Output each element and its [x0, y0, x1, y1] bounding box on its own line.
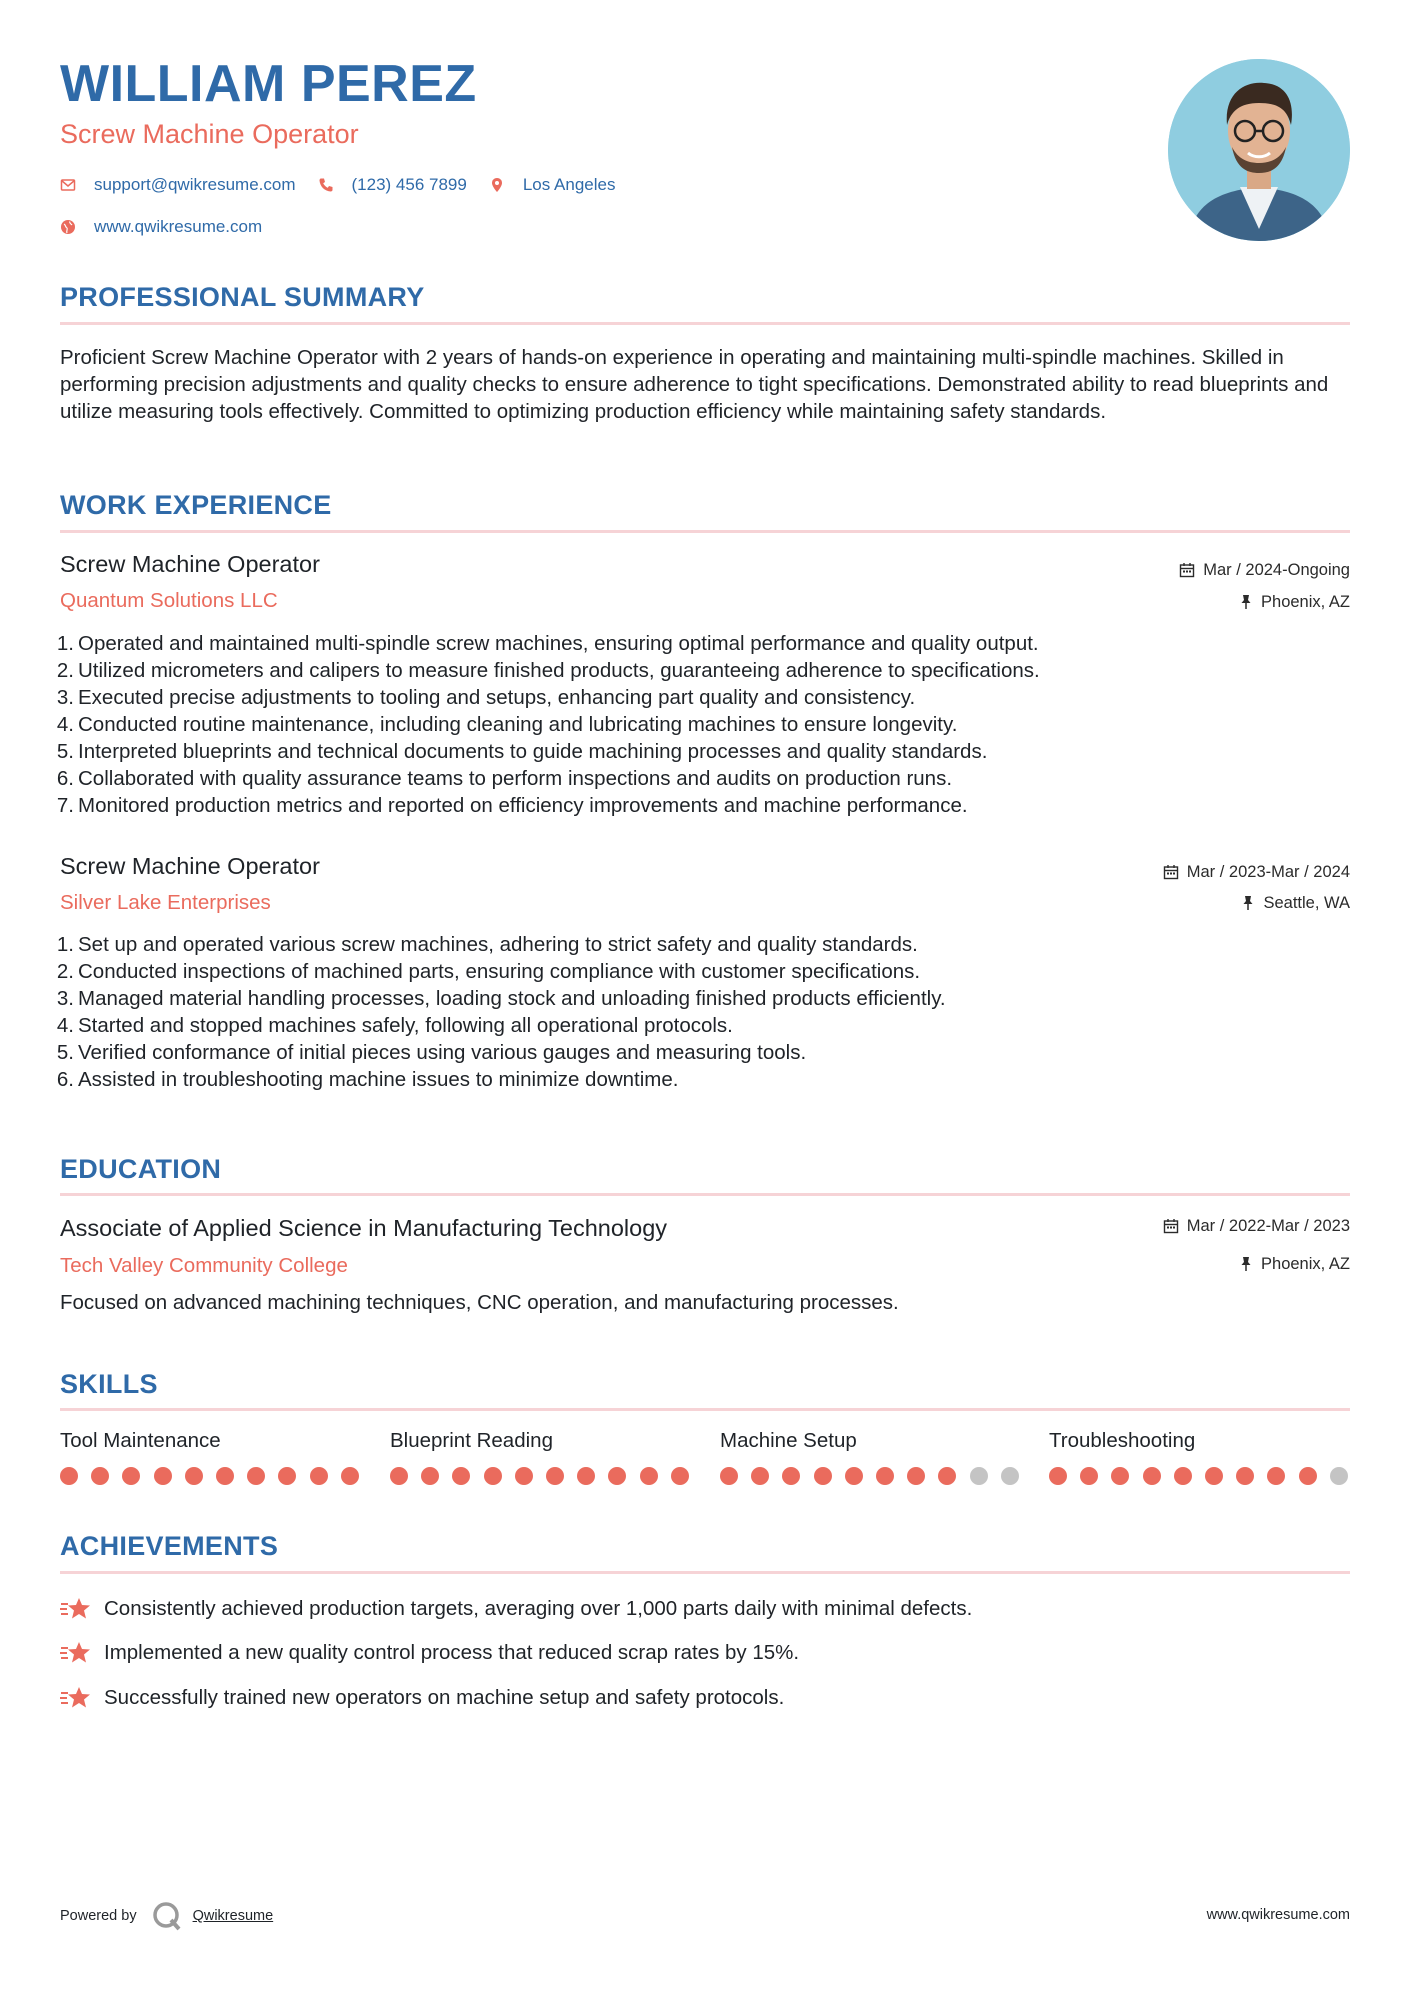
- rating-dot-filled: [782, 1467, 800, 1485]
- skills-title: SKILLS: [60, 1369, 158, 1399]
- avatar-illustration: [1168, 59, 1350, 241]
- job-location: [1241, 895, 1350, 912]
- rating-dot-filled: [546, 1467, 564, 1485]
- job-title: Screw Machine Operator: [60, 551, 320, 577]
- brand-link[interactable]: Qwikresume: [192, 1908, 274, 1924]
- pushpin-icon: [1241, 895, 1255, 911]
- list-item: 1. Operated and maintained multi-spindle screw machines, ensuring optimal performance and quality output.: [56, 632, 1039, 655]
- rating-dot-filled: [577, 1467, 595, 1485]
- skill-item: [390, 1431, 690, 1452]
- section-divider: [60, 322, 1350, 325]
- footer-url[interactable]: www.qwikresume.com: [1206, 1907, 1350, 1923]
- job-dates-text: Mar / 2024-Ongoing: [1203, 561, 1350, 579]
- calendar-icon: [1163, 864, 1179, 880]
- star-award-icon: [60, 1640, 92, 1666]
- skill-name: Troubleshooting: [1049, 1429, 1196, 1452]
- email-text: support@qwikresume.com: [94, 175, 296, 194]
- pushpin-icon: [1239, 1256, 1253, 1272]
- rating-dot-filled: [1267, 1467, 1285, 1485]
- rating-dot-filled: [1205, 1467, 1223, 1485]
- summary-title: PROFESSIONAL SUMMARY: [60, 282, 425, 312]
- rating-dot-filled: [515, 1467, 533, 1485]
- education-dates: [1163, 1218, 1350, 1235]
- rating-dot-filled: [845, 1467, 863, 1485]
- rating-dot-filled: [154, 1467, 172, 1485]
- rating-dot-filled: [247, 1467, 265, 1485]
- education-description: Focused on advanced machining techniques, CNC operation, and manufacturing processes.: [60, 1291, 899, 1314]
- section-divider: [60, 1408, 1350, 1411]
- list-item: 5. Verified conformance of initial pieces using various gauges and measuring tools.: [56, 1041, 807, 1064]
- rating-dot-filled: [278, 1467, 296, 1485]
- education-title: EDUCATION: [60, 1154, 222, 1184]
- rating-dot-empty: [1001, 1467, 1019, 1485]
- rating-dot-filled: [452, 1467, 470, 1485]
- list-item: 4. Conducted routine maintenance, including cleaning and lubricating machines to ensure longevity.: [56, 713, 958, 736]
- achievement-text: Successfully trained new operators on machine setup and safety protocols.: [104, 1685, 785, 1709]
- rating-dot-filled: [341, 1467, 359, 1485]
- job-dates-text: Mar / 2023-Mar / 2024: [1186, 863, 1350, 881]
- skill-item: [60, 1431, 360, 1452]
- achievement-text: Consistently achieved production targets, averaging over 1,000 parts daily with minimal defects.: [104, 1596, 973, 1620]
- contact-email[interactable]: [60, 175, 296, 195]
- calendar-icon: [1163, 1218, 1179, 1234]
- calendar-icon: [1179, 562, 1195, 578]
- skill-name: Tool Maintenance: [60, 1429, 221, 1452]
- job-company: Silver Lake Enterprises: [60, 891, 271, 914]
- list-item: 2. Conducted inspections of machined parts, ensuring compliance with customer specifications.: [56, 960, 921, 983]
- rating-dot-filled: [640, 1467, 658, 1485]
- map-pin-icon: [489, 177, 505, 193]
- skill-rating: [390, 1467, 702, 1485]
- rating-dot-filled: [814, 1467, 832, 1485]
- rating-dot-filled: [876, 1467, 894, 1485]
- job-location-text: Seattle, WA: [1263, 894, 1350, 912]
- job-dates: [1179, 562, 1350, 579]
- skill-item: [1049, 1431, 1349, 1452]
- rating-dot-filled: [907, 1467, 925, 1485]
- candidate-name: WILLIAM PEREZ: [60, 55, 477, 113]
- education-location: [1239, 1256, 1350, 1273]
- achievements-title: ACHIEVEMENTS: [60, 1531, 279, 1561]
- rating-dot-filled: [185, 1467, 203, 1485]
- school-name: Tech Valley Community College: [60, 1254, 348, 1277]
- qwikresume-logo-icon: [151, 1900, 183, 1932]
- star-award-icon: [60, 1596, 92, 1622]
- pushpin-icon: [1239, 594, 1253, 610]
- rating-dot-filled: [1143, 1467, 1161, 1485]
- powered-by-label: Powered by: [60, 1908, 137, 1924]
- list-item: 6. Assisted in troubleshooting machine issues to minimize downtime.: [56, 1068, 679, 1091]
- rating-dot-filled: [608, 1467, 626, 1485]
- job-title: Screw Machine Operator: [60, 853, 320, 879]
- list-item: 3. Managed material handling processes, loading stock and unloading finished products efficiently.: [56, 987, 946, 1010]
- skill-name: Blueprint Reading: [390, 1429, 553, 1452]
- list-item: 6. Collaborated with quality assurance teams to perform inspections and audits on production runs.: [56, 767, 953, 790]
- rating-dot-filled: [751, 1467, 769, 1485]
- list-item: 4. Started and stopped machines safely, following all operational protocols.: [56, 1014, 733, 1037]
- job-bullet-list: [50, 630, 1350, 819]
- envelope-icon: [60, 177, 76, 193]
- section-divider: [60, 1193, 1350, 1196]
- globe-icon: [60, 219, 76, 235]
- contact-location: [489, 175, 616, 195]
- education-location-text: Phoenix, AZ: [1261, 1255, 1350, 1273]
- degree-title: Associate of Applied Science in Manufacturing Technology: [60, 1215, 668, 1241]
- list-item: 7. Monitored production metrics and reported on efficiency improvements and machine performance.: [56, 794, 968, 817]
- rating-dot-filled: [310, 1467, 328, 1485]
- location-text: Los Angeles: [522, 175, 616, 194]
- contact-website[interactable]: [60, 217, 262, 237]
- skill-name: Machine Setup: [720, 1429, 857, 1452]
- skill-item: [720, 1431, 1020, 1452]
- rating-dot-filled: [671, 1467, 689, 1485]
- section-divider: [60, 1571, 1350, 1574]
- rating-dot-filled: [390, 1467, 408, 1485]
- summary-text: Proficient Screw Machine Operator with 2 years of hands-on experience in operating and maintaining multi-spindle machines. Skilled in performing precision adjustments and quality checks to ensure adherence to tight specifications. Demonstrated ability to read blueprints and utilize measuring tools effectively. Committed to optimizing production efficiency while maintaining safety standards.: [60, 346, 1329, 423]
- rating-dot-filled: [1049, 1467, 1067, 1485]
- skill-rating: [720, 1467, 1032, 1485]
- job-dates: [1163, 864, 1350, 881]
- contact-row: [60, 175, 637, 195]
- candidate-role: Screw Machine Operator: [60, 119, 359, 149]
- skill-rating: [60, 1467, 372, 1485]
- achievement-item: [60, 1596, 972, 1622]
- rating-dot-filled: [122, 1467, 140, 1485]
- rating-dot-filled: [60, 1467, 78, 1485]
- rating-dot-filled: [91, 1467, 109, 1485]
- rating-dot-filled: [720, 1467, 738, 1485]
- experience-title: WORK EXPERIENCE: [60, 490, 332, 520]
- rating-dot-filled: [421, 1467, 439, 1485]
- phone-icon: [318, 177, 334, 193]
- rating-dot-filled: [938, 1467, 956, 1485]
- list-item: 3. Executed precise adjustments to tooling and setups, enhancing part quality and consistency.: [56, 686, 916, 709]
- rating-dot-empty: [970, 1467, 988, 1485]
- list-item: 2. Utilized micrometers and calipers to measure finished products, guaranteeing adherence to specifications.: [56, 659, 1040, 682]
- website-text: www.qwikresume.com: [94, 217, 263, 236]
- footer-powered-by: [60, 1900, 273, 1932]
- list-item: 1. Set up and operated various screw machines, adhering to strict safety and quality standards.: [56, 933, 918, 956]
- rating-dot-filled: [1299, 1467, 1317, 1485]
- list-item: 5. Interpreted blueprints and technical documents to guide machining processes and quality standards.: [56, 740, 988, 763]
- rating-dot-filled: [1236, 1467, 1254, 1485]
- star-award-icon: [60, 1685, 92, 1711]
- rating-dot-filled: [216, 1467, 234, 1485]
- contact-row-website: [60, 217, 284, 237]
- job-location: [1239, 594, 1350, 611]
- job-company: Quantum Solutions LLC: [60, 589, 278, 612]
- rating-dot-empty: [1330, 1467, 1348, 1485]
- contact-phone[interactable]: [318, 175, 467, 195]
- achievement-item: [60, 1685, 784, 1711]
- rating-dot-filled: [1080, 1467, 1098, 1485]
- achievement-item: [60, 1640, 799, 1666]
- phone-text: (123) 456 7899: [351, 175, 467, 194]
- job-location-text: Phoenix, AZ: [1261, 593, 1350, 611]
- rating-dot-filled: [1111, 1467, 1129, 1485]
- skill-rating: [1049, 1467, 1361, 1485]
- rating-dot-filled: [484, 1467, 502, 1485]
- rating-dot-filled: [1174, 1467, 1192, 1485]
- job-bullet-list: [50, 931, 1350, 1093]
- achievement-text: Implemented a new quality control process that reduced scrap rates by 15%.: [104, 1640, 800, 1664]
- education-dates-text: Mar / 2022-Mar / 2023: [1186, 1217, 1350, 1235]
- section-divider: [60, 530, 1350, 533]
- avatar: [1168, 59, 1350, 241]
